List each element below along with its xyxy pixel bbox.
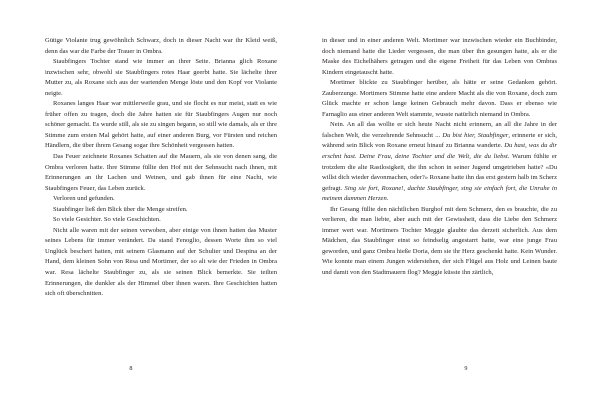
paragraph	[45, 226, 277, 300]
paragraph	[45, 99, 277, 152]
page-number-left: 8	[129, 365, 133, 372]
right-page-textblock	[322, 36, 557, 279]
text-run: Roxanes langes Haar war mittlerweile grau, und sie flocht es nur meist, statt es wie früher offen zu tragen, doch die Jahre hatten sie für Staubfingers Augen nur noch schöner gemacht. Es wurde still, als sie zu singen begann, so still wie damals, als er ihre Stimme zum ersten Mal gehört hatte, auf einer anderen Burg, vor Fürsten und reichen Händlern, die über ihrem Gesang sogar ihre Schönheit vergessen hatten.	[45, 100, 277, 150]
text-run: Gütige Violante trug gewöhnlich Schwarz, doch in dieser Nacht war ihr Kleid weiß, denn das war die Farbe der Trauer in Ombra.	[45, 37, 277, 55]
text-run: Das Feuer zeichnete Roxanes Schatten auf die Mauern, als sie von denen sang, die Ombra verloren hatte. Ihre Stimme füllte den Hof mit der Sehnsucht nach ihnen, mit Erinnerungen an ihr Lachen und Weinen, und gab ihnen für eine Nacht, wie Staubfingers Feuer, das Leben zurück.	[45, 153, 277, 192]
text-run: So viele Gesichter. So viele Geschichten.	[53, 216, 161, 224]
paragraph	[45, 215, 277, 226]
paragraph	[45, 36, 277, 57]
text-run: Verloren und gefunden.	[53, 195, 115, 203]
paragraph	[322, 120, 557, 204]
paragraph	[45, 194, 277, 205]
left-page-textblock	[45, 36, 277, 300]
paragraph	[45, 205, 277, 216]
text-run: Staubfinger ließ den Blick über die Menge streifen.	[53, 205, 188, 213]
paragraph	[45, 152, 277, 194]
text-run: Warum fühlte er trotzdem die alte Rastlosigkeit, die ihn schon in seiner Jugend umgetrieben hatte? «Du willst dich wieder davonmachen, oder?» Roxane hatte ihn das erst gestern halb im Scherz gefragt.	[322, 153, 557, 192]
italic-run: Du hast, was du dir erschnt hast. Deine Frau, deine Tochter und die Welt, die du liebst.	[322, 142, 557, 161]
italic-run: Sing sie fort, Roxane!, dachte Staubfinger, sing sie einfach fort, die Unruhe in meinem dummen Herzen.	[322, 184, 557, 203]
text-run: Ihr Gesang füllte den nächtlichen Burghof mit dem Schmerz, den es brauchte, die zu verlieren, die man liebte, aber auch mit der Gewissheit, dass die Liebe den Schmerz immer wert war. Mortimers Tochter Meggie glaubte das derzeit sicherlich. Aus dem Mädchen, das Staubfinger einst so feindselig angestarrt hatte, war eine junge Frau geworden, und ganz Ombra hieße Doria, dem sie ihr Herz geschenkt hatte. Kein Wunder. Wie konnte man einem Jungen widerstehen, der sich Flügel aus Holz und Leinen baute und damit von den Stadtmauern flog? Meggie küsste ihn zärtlich,	[322, 205, 557, 277]
text-run: Staubfingers Tochter stand wie immer an ihrer Seite. Brianna glich Roxane inzwischen sehr, obwohl sie Staubfingers rotes Haar geerbt hatte. Sie lächelte ihrer Mutter zu, als Roxane sich aus der wartenden Menge löste und den Kopf vor Violante neigte.	[45, 58, 277, 97]
page-number-right: 9	[464, 365, 468, 372]
right-page	[300, 0, 600, 420]
text-run: Nein. An all das wollte er sich heute Nacht nicht erinnern, an all die Jahre in der falschen Welt, die verzehrende Sehnsucht ...	[322, 121, 557, 139]
text-run: in dieser und in einer anderen Welt. Mortimer war inzwischen wieder ein Buchbinder, doch niemand hatte die Lieder vergessen, die man über ihn gesungen hatte, als er die Maske des Eichelhähers getragen und die eigene Freiheit für das Leben von Ombras Kindern eingetauscht hatte.	[322, 37, 557, 76]
paragraph	[45, 57, 277, 99]
text-run: Mortimer blickte zu Staubfinger herüber, als hätte er seine Gedanken gehört. Zauberzunge. Mortimers Stimme hatte eine andere Macht als die von Roxane, doch zum Glück machte er schon lange keinen Gebrauch mehr davon. Dass er ebenso wie Farnaglio aus einer anderen Welt stammte, wusste natürlich niemand in Ombra.	[322, 79, 557, 118]
italic-run: Du bist hier, Staubfinger	[442, 131, 509, 139]
text-run: , erinnerte er sich, während sein Blick von Roxane erneut hinauf zu Brianna wanderte.	[322, 131, 557, 150]
text-run: Nicht alle waren mit der seinen verwoben, aber einige von ihnen hatten das Muster seines Lebens für immer verändert. Da stand Fenoglio, dessen Worte ihm so viel Unglück beschert hatten, mit seinem Glasmann auf der Schulter und Despina an der Hand, dem kleinen Sohn von Resa und Mortimer, der so alt wie der Frieden in Ombra war. Resa lächelte Staubfinger zu, als sie seinen Blick bemerkte. Sie teilten Erinnerungen, die dunkler als der Himmel über ihnen waren. Ihre Geschichten hatten sich oft überschnitten.	[45, 226, 277, 298]
paragraph	[322, 78, 557, 120]
paragraph	[322, 36, 557, 78]
paragraph	[322, 205, 557, 279]
